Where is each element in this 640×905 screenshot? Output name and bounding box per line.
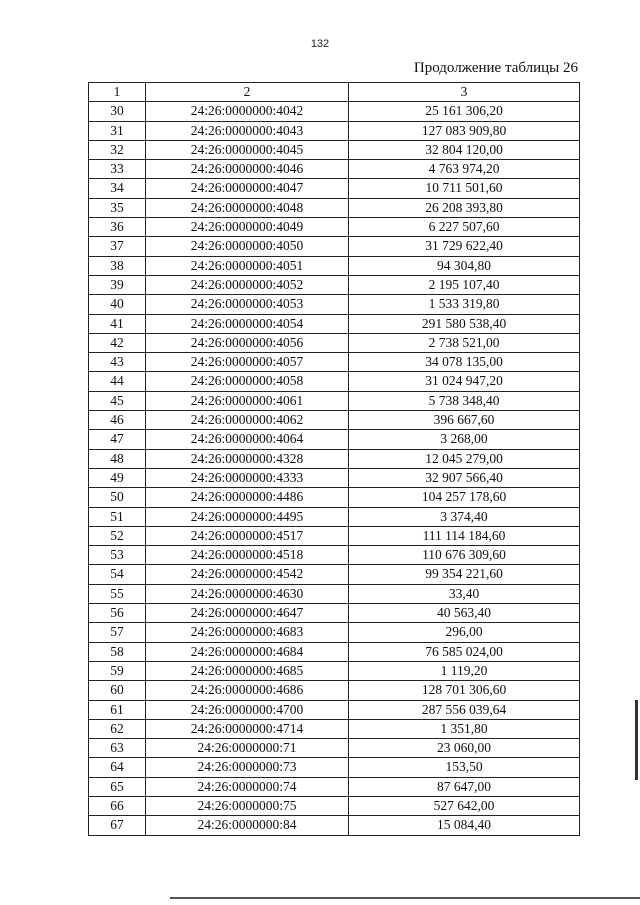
table-row xyxy=(89,507,580,526)
data-table xyxy=(88,82,580,836)
row-number-cell: 42 xyxy=(89,333,146,352)
row-number-cell: 66 xyxy=(89,796,146,815)
row-number-cell: 48 xyxy=(89,449,146,468)
table-row xyxy=(89,700,580,719)
value-cell: 128 701 306,60 xyxy=(349,681,580,700)
cadastral-number-cell: 24:26:0000000:4049 xyxy=(146,218,349,237)
row-number-cell: 30 xyxy=(89,102,146,121)
value-cell: 32 804 120,00 xyxy=(349,140,580,159)
cadastral-number-cell: 24:26:0000000:4053 xyxy=(146,295,349,314)
table-row xyxy=(89,449,580,468)
row-number-cell: 56 xyxy=(89,604,146,623)
value-cell: 94 304,80 xyxy=(349,256,580,275)
table-row xyxy=(89,758,580,777)
row-number-cell: 59 xyxy=(89,661,146,680)
cadastral-number-cell: 24:26:0000000:4047 xyxy=(146,179,349,198)
scan-artifact-line xyxy=(170,897,640,899)
row-number-cell: 50 xyxy=(89,488,146,507)
cadastral-number-cell: 24:26:0000000:4686 xyxy=(146,681,349,700)
cadastral-number-cell: 24:26:0000000:4518 xyxy=(146,546,349,565)
table-row xyxy=(89,796,580,815)
cadastral-number-cell: 24:26:0000000:71 xyxy=(146,739,349,758)
value-cell: 2 195 107,40 xyxy=(349,275,580,294)
cadastral-number-cell: 24:26:0000000:74 xyxy=(146,777,349,796)
column-header-3: 3 xyxy=(349,83,580,102)
table-row xyxy=(89,353,580,372)
cadastral-number-cell: 24:26:0000000:4714 xyxy=(146,719,349,738)
table-row xyxy=(89,604,580,623)
table-row xyxy=(89,314,580,333)
row-number-cell: 39 xyxy=(89,275,146,294)
table-row xyxy=(89,102,580,121)
cadastral-number-cell: 24:26:0000000:4486 xyxy=(146,488,349,507)
row-number-cell: 38 xyxy=(89,256,146,275)
row-number-cell: 65 xyxy=(89,777,146,796)
table-row xyxy=(89,275,580,294)
value-cell: 23 060,00 xyxy=(349,739,580,758)
table-row xyxy=(89,256,580,275)
value-cell: 26 208 393,80 xyxy=(349,198,580,217)
row-number-cell: 64 xyxy=(89,758,146,777)
table-body xyxy=(89,102,580,835)
table-row xyxy=(89,681,580,700)
row-number-cell: 47 xyxy=(89,430,146,449)
value-cell: 527 642,00 xyxy=(349,796,580,815)
row-number-cell: 36 xyxy=(89,218,146,237)
row-number-cell: 31 xyxy=(89,121,146,140)
cadastral-number-cell: 24:26:0000000:4061 xyxy=(146,391,349,410)
table-row xyxy=(89,661,580,680)
row-number-cell: 60 xyxy=(89,681,146,700)
cadastral-number-cell: 24:26:0000000:4630 xyxy=(146,584,349,603)
cadastral-number-cell: 24:26:0000000:4050 xyxy=(146,237,349,256)
cadastral-number-cell: 24:26:0000000:4685 xyxy=(146,661,349,680)
cadastral-number-cell: 24:26:0000000:4054 xyxy=(146,314,349,333)
value-cell: 34 078 135,00 xyxy=(349,353,580,372)
cadastral-number-cell: 24:26:0000000:4647 xyxy=(146,604,349,623)
cadastral-number-cell: 24:26:0000000:4057 xyxy=(146,353,349,372)
cadastral-number-cell: 24:26:0000000:75 xyxy=(146,796,349,815)
table-row xyxy=(89,719,580,738)
value-cell: 40 563,40 xyxy=(349,604,580,623)
cadastral-number-cell: 24:26:0000000:4042 xyxy=(146,102,349,121)
cadastral-number-cell: 24:26:0000000:4517 xyxy=(146,526,349,545)
row-number-cell: 67 xyxy=(89,816,146,835)
table-row xyxy=(89,430,580,449)
row-number-cell: 33 xyxy=(89,160,146,179)
cadastral-number-cell: 24:26:0000000:4056 xyxy=(146,333,349,352)
cadastral-number-cell: 24:26:0000000:4495 xyxy=(146,507,349,526)
table-row xyxy=(89,546,580,565)
row-number-cell: 41 xyxy=(89,314,146,333)
cadastral-number-cell: 24:26:0000000:4058 xyxy=(146,372,349,391)
value-cell: 3 268,00 xyxy=(349,430,580,449)
table-row xyxy=(89,642,580,661)
row-number-cell: 53 xyxy=(89,546,146,565)
table-row xyxy=(89,372,580,391)
value-cell: 99 354 221,60 xyxy=(349,565,580,584)
row-number-cell: 44 xyxy=(89,372,146,391)
row-number-cell: 63 xyxy=(89,739,146,758)
cadastral-number-cell: 24:26:0000000:4062 xyxy=(146,411,349,430)
row-number-cell: 52 xyxy=(89,526,146,545)
value-cell: 110 676 309,60 xyxy=(349,546,580,565)
cadastral-number-cell: 24:26:0000000:4048 xyxy=(146,198,349,217)
row-number-cell: 34 xyxy=(89,179,146,198)
table-row xyxy=(89,160,580,179)
cadastral-number-cell: 24:26:0000000:4542 xyxy=(146,565,349,584)
row-number-cell: 62 xyxy=(89,719,146,738)
row-number-cell: 54 xyxy=(89,565,146,584)
cadastral-number-cell: 24:26:0000000:84 xyxy=(146,816,349,835)
table-row xyxy=(89,218,580,237)
value-cell: 287 556 039,64 xyxy=(349,700,580,719)
table-row xyxy=(89,488,580,507)
value-cell: 76 585 024,00 xyxy=(349,642,580,661)
cadastral-number-cell: 24:26:0000000:4333 xyxy=(146,468,349,487)
table-row xyxy=(89,391,580,410)
row-number-cell: 58 xyxy=(89,642,146,661)
cadastral-number-cell: 24:26:0000000:4043 xyxy=(146,121,349,140)
table-row xyxy=(89,237,580,256)
value-cell: 32 907 566,40 xyxy=(349,468,580,487)
value-cell: 31 729 622,40 xyxy=(349,237,580,256)
value-cell: 296,00 xyxy=(349,623,580,642)
table-row xyxy=(89,468,580,487)
table-row xyxy=(89,777,580,796)
table-row xyxy=(89,623,580,642)
page-number: 132 xyxy=(310,38,330,50)
value-cell: 4 763 974,20 xyxy=(349,160,580,179)
value-cell: 1 351,80 xyxy=(349,719,580,738)
cadastral-number-cell: 24:26:0000000:4046 xyxy=(146,160,349,179)
row-number-cell: 61 xyxy=(89,700,146,719)
value-cell: 2 738 521,00 xyxy=(349,333,580,352)
table-row xyxy=(89,411,580,430)
row-number-cell: 37 xyxy=(89,237,146,256)
row-number-cell: 46 xyxy=(89,411,146,430)
value-cell: 396 667,60 xyxy=(349,411,580,430)
cadastral-number-cell: 24:26:0000000:73 xyxy=(146,758,349,777)
value-cell: 1 533 319,80 xyxy=(349,295,580,314)
row-number-cell: 51 xyxy=(89,507,146,526)
table-row xyxy=(89,179,580,198)
value-cell: 15 084,40 xyxy=(349,816,580,835)
value-cell: 5 738 348,40 xyxy=(349,391,580,410)
table-row xyxy=(89,333,580,352)
cadastral-number-cell: 24:26:0000000:4328 xyxy=(146,449,349,468)
header-row xyxy=(89,83,580,102)
value-cell: 33,40 xyxy=(349,584,580,603)
row-number-cell: 32 xyxy=(89,140,146,159)
row-number-cell: 49 xyxy=(89,468,146,487)
value-cell: 3 374,40 xyxy=(349,507,580,526)
column-header-1: 1 xyxy=(89,83,146,102)
cadastral-number-cell: 24:26:0000000:4064 xyxy=(146,430,349,449)
table-row xyxy=(89,121,580,140)
value-cell: 1 119,20 xyxy=(349,661,580,680)
value-cell: 87 647,00 xyxy=(349,777,580,796)
row-number-cell: 35 xyxy=(89,198,146,217)
table-row xyxy=(89,584,580,603)
table-row xyxy=(89,565,580,584)
cadastral-number-cell: 24:26:0000000:4051 xyxy=(146,256,349,275)
value-cell: 127 083 909,80 xyxy=(349,121,580,140)
value-cell: 31 024 947,20 xyxy=(349,372,580,391)
table-row xyxy=(89,295,580,314)
table-row xyxy=(89,198,580,217)
cadastral-number-cell: 24:26:0000000:4683 xyxy=(146,623,349,642)
value-cell: 291 580 538,40 xyxy=(349,314,580,333)
row-number-cell: 45 xyxy=(89,391,146,410)
column-header-2: 2 xyxy=(146,83,349,102)
cadastral-number-cell: 24:26:0000000:4684 xyxy=(146,642,349,661)
row-number-cell: 55 xyxy=(89,584,146,603)
row-number-cell: 43 xyxy=(89,353,146,372)
table-row xyxy=(89,739,580,758)
scan-artifact xyxy=(635,700,638,780)
value-cell: 104 257 178,60 xyxy=(349,488,580,507)
value-cell: 25 161 306,20 xyxy=(349,102,580,121)
row-number-cell: 40 xyxy=(89,295,146,314)
row-number-cell: 57 xyxy=(89,623,146,642)
cadastral-number-cell: 24:26:0000000:4045 xyxy=(146,140,349,159)
value-cell: 153,50 xyxy=(349,758,580,777)
table-row xyxy=(89,816,580,835)
value-cell: 6 227 507,60 xyxy=(349,218,580,237)
value-cell: 10 711 501,60 xyxy=(349,179,580,198)
value-cell: 111 114 184,60 xyxy=(349,526,580,545)
table-row xyxy=(89,526,580,545)
cadastral-number-cell: 24:26:0000000:4700 xyxy=(146,700,349,719)
table-continuation-label: Продолжение таблицы 26 xyxy=(413,60,578,76)
value-cell: 12 045 279,00 xyxy=(349,449,580,468)
cadastral-number-cell: 24:26:0000000:4052 xyxy=(146,275,349,294)
table-row xyxy=(89,140,580,159)
